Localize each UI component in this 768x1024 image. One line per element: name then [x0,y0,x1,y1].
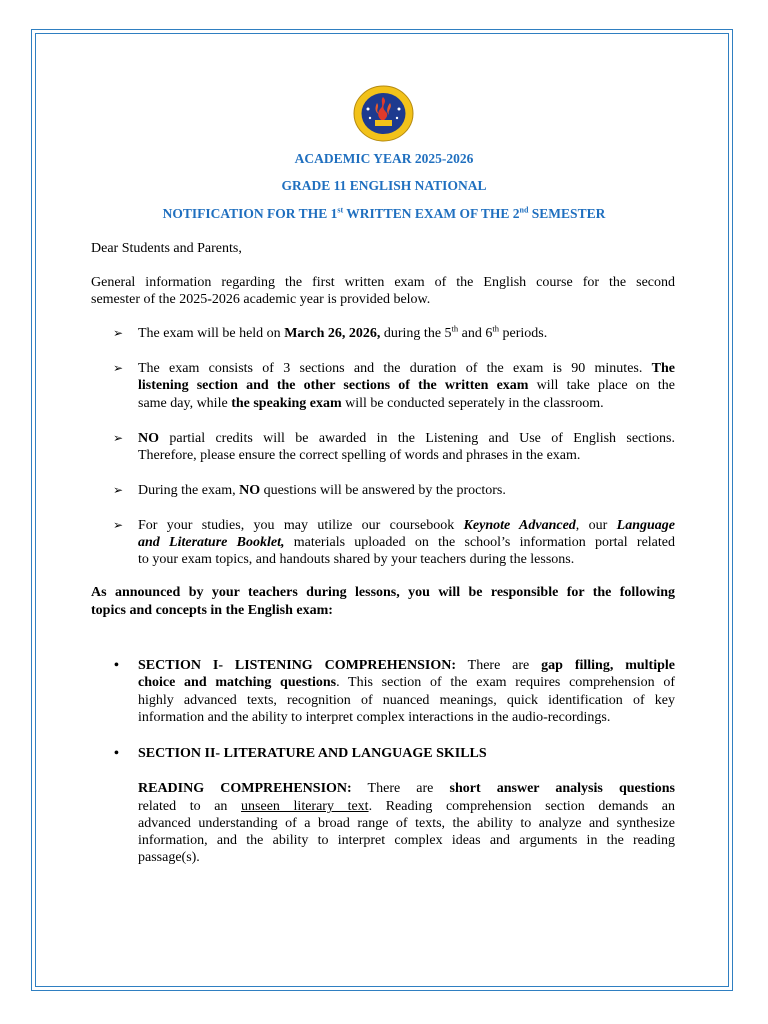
arrow-bullet-icon: ➢ [113,326,124,340]
greeting: Dear Students and Parents, [91,241,242,256]
partial-credit-line-2: Therefore, please ensure the correct spelling of words and phrases in the exam. [138,448,581,463]
exam-structure-line-1: The exam consists of 3 sections and the duration of the exam is 90 minutes. The [138,361,675,376]
section-1-line-1: SECTION I- LISTENING COMPREHENSION: There are gap filling, multiple [138,658,675,673]
notification-heading: NOTIFICATION FOR THE 1st WRITTEN EXAM OF THE 2nd SEMESTER [162,205,606,221]
study-materials-line-2: and Literature Booklet, materials uploaded on the school’s information portal related [138,535,675,550]
partial-credit-line-1: NO partial credits will be awarded in the Listening and Use of English sections. [138,431,675,446]
exam-structure-line-3: same day, while the speaking exam will be conducted seperately in the classroom. [138,396,604,411]
announcement-line-1: As announced by your teachers during lessons, you will be responsible for the following [91,585,675,600]
intro-line-2: semester of the 2025-2026 academic year is provided below. [91,292,431,307]
reading-line-2: related to an unseen literary text. Reading comprehension section demands an [138,799,675,814]
school-logo-icon [353,85,414,142]
reading-line-5: passage(s). [138,850,200,865]
section-2-title: SECTION II- LITERATURE AND LANGUAGE SKILLS [138,746,487,761]
section-1-line-3: highly advanced texts, recognition of nuanced meanings, quick identification of key [138,693,675,708]
arrow-bullet-icon: ➢ [113,518,124,532]
arrow-bullet-icon: ➢ [113,361,124,375]
reading-line-3: advanced understanding of a broad range of texts, the ability to analyze and synthesize [138,816,675,831]
bullet-dot-icon: • [114,746,119,761]
no-questions-item: During the exam, NO questions will be answered by the proctors. [138,483,506,498]
arrow-bullet-icon: ➢ [113,483,124,497]
exam-structure-line-2: listening section and the other sections of the written exam will take place on the [138,378,675,393]
academic-year-heading: ACADEMIC YEAR 2025-2026 [294,151,474,166]
grade-heading: GRADE 11 ENGLISH NATIONAL [281,178,487,193]
intro-line-1: General information regarding the first written exam of the English course for the second [91,275,675,290]
reading-line-1: READING COMPREHENSION: There are short answer analysis questions [138,781,675,796]
section-1-line-4: information and the ability to interpret complex interactions in the audio-recordings. [138,710,611,725]
bullet-dot-icon: • [114,658,119,673]
exam-date-item: The exam will be held on March 26, 2026, during the 5th and 6th periods. [138,323,548,341]
reading-line-4: information, and the ability to interpret complex ideas and arguments in the reading [138,833,675,848]
study-materials-line-3: to your exam topics, and handouts shared by your teachers during the lessons. [138,552,575,567]
announcement-line-2: topics and concepts in the English exam: [91,603,333,618]
arrow-bullet-icon: ➢ [113,431,124,445]
study-materials-line-1: For your studies, you may utilize our coursebook Keynote Advanced, our Language [138,518,675,533]
section-1-line-2: choice and matching questions. This section of the exam requires comprehension of [138,675,675,690]
